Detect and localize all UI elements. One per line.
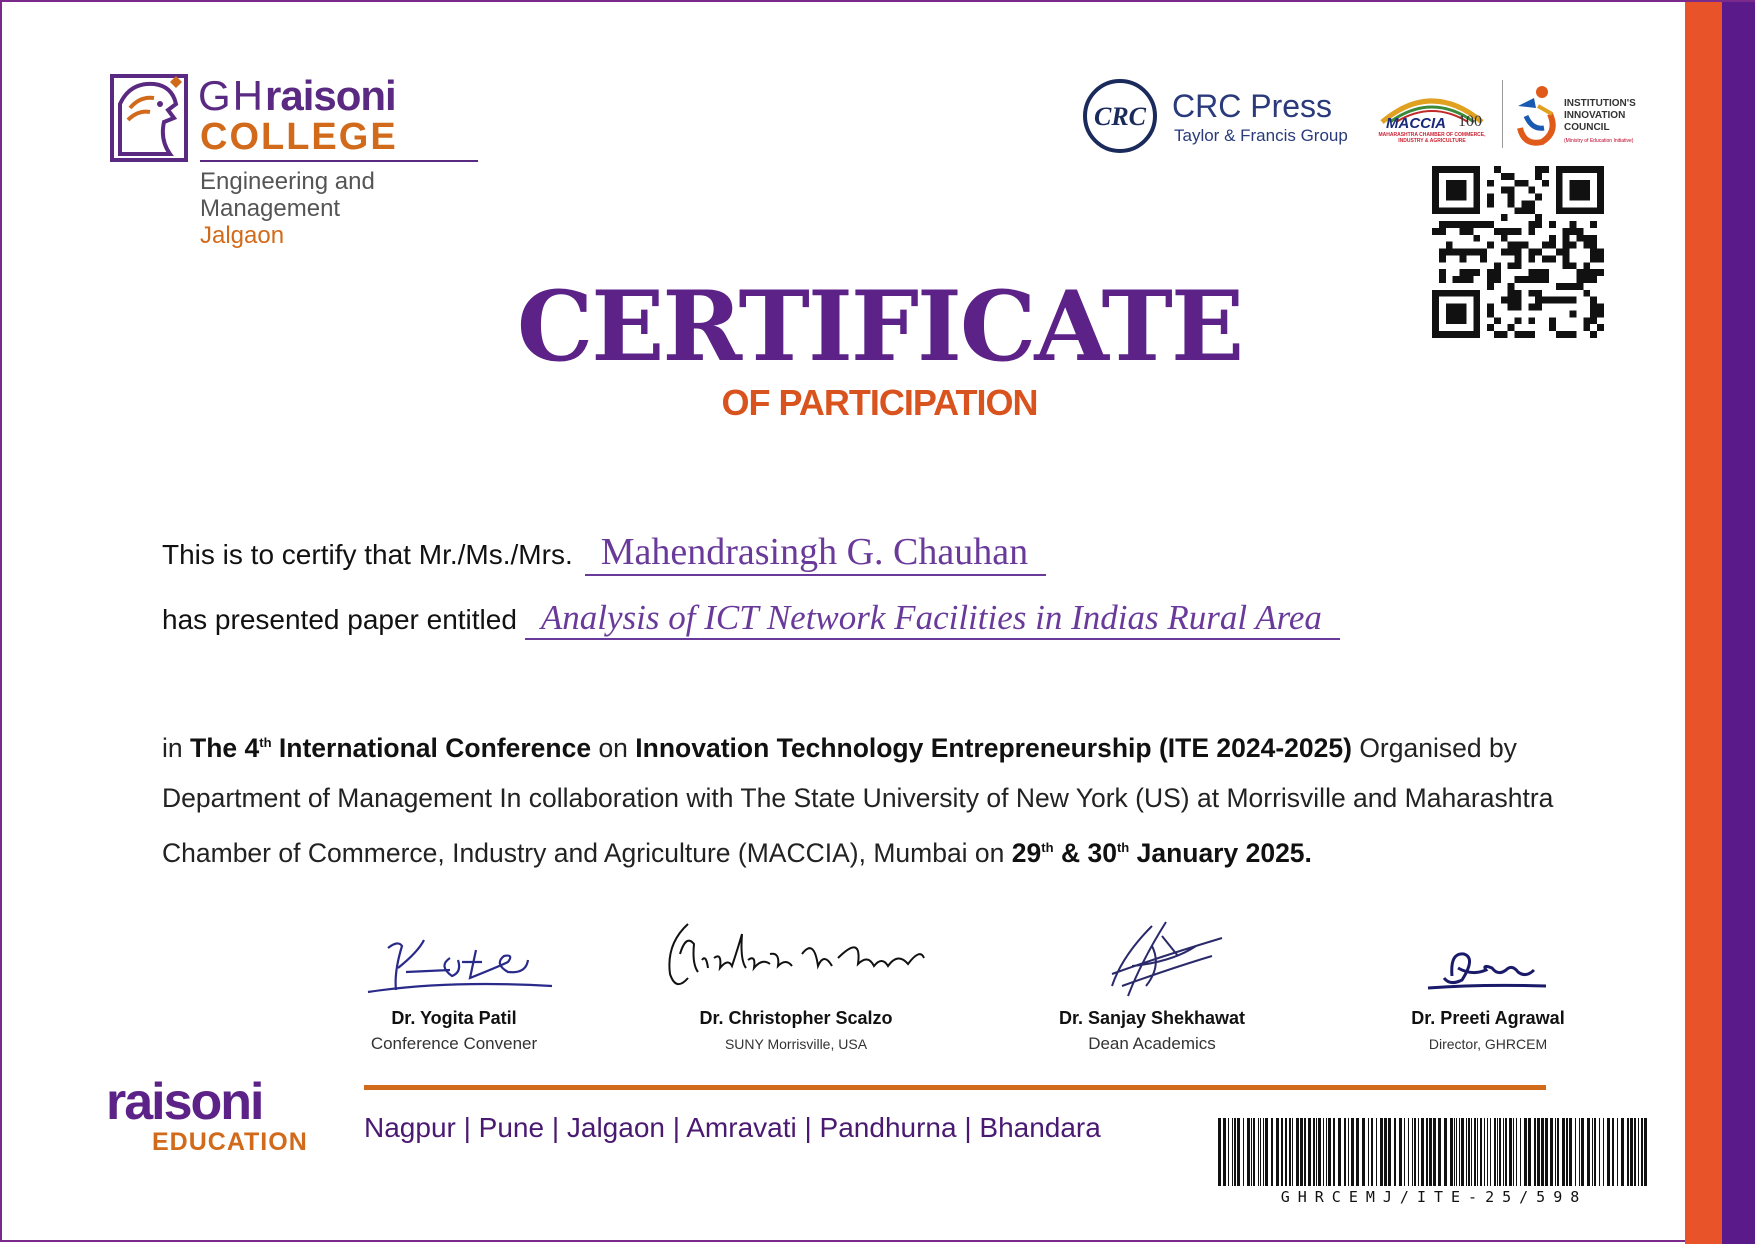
logo-gh-text: GH xyxy=(198,72,265,119)
raisoni-education: EDUCATION xyxy=(152,1128,308,1156)
maccia-text: MACCIA xyxy=(1386,115,1446,132)
signatory-name-2: Dr. Christopher Scalzo xyxy=(699,1008,893,1028)
maccia-caption: MAHARASHTRA CHAMBER OF COMMERCE, INDUSTRY & AGRICULTURE xyxy=(1378,132,1486,144)
conf-dates xyxy=(1012,838,1312,868)
signature-christopher-scalzo xyxy=(662,914,938,998)
signatory-name-1: Dr. Yogita Patil xyxy=(391,1008,517,1028)
signatory-role-1: Conference Convener xyxy=(370,1034,538,1053)
purple-side-stripe xyxy=(1722,2,1755,1244)
conf-organised: Organised by Department of Management In collaboration with The State University of New York (US) at Morrisville and Maharashtra Chamber of Commerce, Industry and Agriculture (MACCIA), Mumbai on xyxy=(162,732,1554,868)
certificate-title: CERTIFICATE xyxy=(516,270,1243,383)
logo-raisoni-text: raisoni xyxy=(265,72,396,119)
iic-title xyxy=(1564,98,1636,134)
raisoni-brand: raisoni xyxy=(106,1073,263,1131)
crc-press-subtitle: Taylor & Francis Group xyxy=(1174,126,1348,145)
conf-day1: 29 xyxy=(1011,837,1042,868)
logo-divider xyxy=(200,160,478,162)
conf-topic: Innovation Technology Entrepreneurship (ITE 2024-2025) xyxy=(635,732,1352,763)
logo-city: Jalgaon xyxy=(200,222,285,249)
conf-the: The 4 xyxy=(190,732,260,763)
crc-press-logo-icon xyxy=(1082,78,1158,154)
signature-sanjay-shekhawat xyxy=(1092,916,1232,1008)
signatory-role-4: Director, GHRCEM xyxy=(1428,1036,1548,1052)
paper-title: Analysis of ICT Network Facilities in Indias Rural Area xyxy=(525,598,1340,640)
barcode-icon xyxy=(1218,1118,1650,1186)
crc-press-title: CRC Press xyxy=(1172,88,1333,124)
certificate-code: GHRCEMJ/ITE-25/598 xyxy=(1280,1188,1588,1206)
logo-subtitle xyxy=(200,168,375,249)
iic-line1: INSTITUTION'S xyxy=(1564,98,1636,109)
conf-day2-sup: th xyxy=(1116,839,1130,855)
college-logo-wordmark xyxy=(198,72,396,120)
iic-logo-icon xyxy=(1512,84,1560,148)
footer-divider xyxy=(364,1085,1546,1090)
certificate-subtitle: OF PARTICIPATION xyxy=(721,382,1038,423)
campus-cities: Nagpur | Pune | Jalgaon | Amravati | Pandhurna | Bhandara xyxy=(364,1112,1101,1143)
conf-in: in xyxy=(162,732,183,763)
conf-th: th xyxy=(259,735,272,750)
logo-sub-line1: Engineering and xyxy=(200,168,375,195)
signatory-name-4: Dr. Preeti Agrawal xyxy=(1411,1008,1565,1028)
signatory-role-2: SUNY Morrisville, USA xyxy=(724,1036,868,1052)
certify-prefix: This is to certify that Mr./Ms./Mrs. xyxy=(162,539,573,570)
crc-mark-text: CRC xyxy=(1093,102,1147,131)
partner-divider xyxy=(1502,80,1503,148)
lion-logo-icon xyxy=(110,74,188,162)
signature-preeti-agrawal xyxy=(1422,942,1552,1002)
participant-name: Mahendrasingh G. Chauhan xyxy=(585,530,1046,576)
signatory-name-3: Dr. Sanjay Shekhawat xyxy=(1058,1008,1246,1028)
logo-sub-line2: Management xyxy=(200,195,341,222)
maccia-100-text: 100 xyxy=(1458,113,1482,130)
iic-line3: COUNCIL xyxy=(1564,122,1610,133)
conf-ordinal xyxy=(190,733,272,763)
certify-line xyxy=(162,530,1046,576)
iic-line2: INNOVATION xyxy=(1564,110,1626,121)
signatory-role-3: Dean Academics xyxy=(1088,1034,1216,1053)
paper-prefix: has presented paper entitled xyxy=(162,604,517,635)
paper-line xyxy=(162,598,1340,640)
conf-day2: 30 xyxy=(1087,837,1117,868)
iic-subtitle: (Ministry of Education Initiative) xyxy=(1564,138,1634,144)
conference-paragraph xyxy=(162,718,1598,878)
conf-day1-sup: th xyxy=(1041,839,1054,855)
signature-yogita-patil xyxy=(358,932,558,1004)
conf-on: on xyxy=(598,732,628,763)
conf-amp: & xyxy=(1060,837,1081,868)
logo-college-text: COLLEGE xyxy=(200,116,398,158)
conf-month-year: January 2025. xyxy=(1136,837,1312,868)
conf-name: International Conference xyxy=(278,732,592,763)
orange-side-stripe xyxy=(1685,2,1722,1244)
